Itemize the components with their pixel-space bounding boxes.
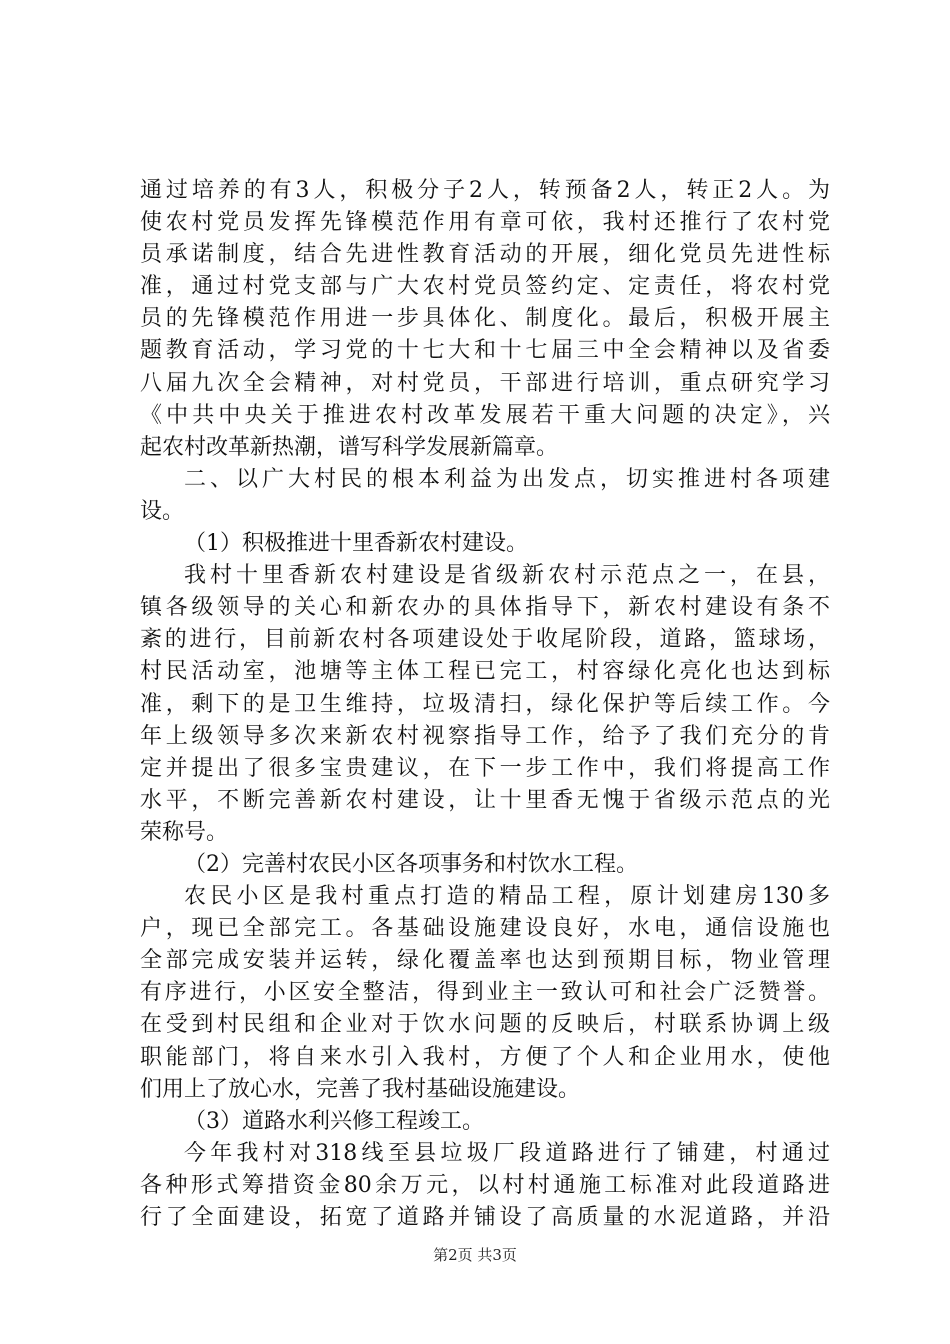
- text-line: 八届九次全会精神，对村党员，干部进行培训，重点研究学习: [140, 370, 830, 396]
- text-line: 定并提出了很多宝贵建议，在下一步工作中，我们将提高工作: [140, 755, 830, 781]
- text-line: 荣称号。: [140, 819, 229, 845]
- text-line: 准，剩下的是卫生维持，垃圾清扫，绿化保护等后续工作。今: [140, 691, 830, 717]
- text-line: 在受到村民组和企业对于饮水问题的反映后，村联系协调上级: [140, 1012, 830, 1038]
- text-line: 设。: [140, 498, 185, 524]
- text-line: 起农村改革新热潮，谱写科学发展新篇章。: [140, 434, 559, 460]
- text-line: 职能部门，将自来水引入我村，方便了个人和企业用水，使他: [140, 1044, 830, 1070]
- text-line: 行了全面建设，拓宽了道路并铺设了高质量的水泥道路，并沿: [140, 1205, 830, 1230]
- document-body: [140, 175, 830, 1234]
- text-line: 通过培养的有3人，积极分子2人，转预备2人，转正2人。为: [140, 178, 830, 203]
- text-line: 镇各级领导的关心和新农办的具体指导下，新农村建设有条不: [140, 595, 830, 621]
- text-line: 二、以广大村民的根本利益为出发点，切实推进村各项建: [184, 466, 830, 492]
- text-line: 题教育活动，学习党的十七大和十七届三中全会精神以及省委: [140, 338, 830, 364]
- text-line: 准，通过村党支部与广大农村党员签约定、定责任，将农村党: [140, 274, 830, 300]
- text-line: 村民活动室，池塘等主体工程已完工，村容绿化亮化也达到标: [140, 659, 830, 685]
- text-line: 我村十里香新农村建设是省级新农村示范点之一，在县，: [184, 563, 830, 589]
- text-line: 全部完成安装并运转，绿化覆盖率也达到预期目标，物业管理: [140, 948, 830, 974]
- text-line: 员承诺制度，结合先进性教育活动的开展，细化党员先进性标: [140, 242, 830, 268]
- text-line: 使农村党员发挥先锋模范作用有章可依，我村还推行了农村党: [140, 210, 830, 236]
- text-line: 有序进行，小区安全整洁，得到业主一致认可和社会广泛赞誉。: [140, 980, 830, 1006]
- text-line: 各种形式筹措资金80余万元，以村村通施工标准对此段道路进: [140, 1172, 830, 1198]
- text-line: 员的先锋模范作用进一步具体化、制度化。最后，积极开展主: [140, 306, 830, 332]
- text-line: 紊的进行，目前新农村各项建设处于收尾阶段，道路，篮球场，: [140, 627, 830, 653]
- text-line: 户，现已全部完工。各基础设施建设良好，水电，通信设施也: [140, 916, 830, 942]
- text-line: 们用上了放心水，完善了我村基础设施建设。: [140, 1076, 581, 1102]
- text-line: （1）积极推进十里香新农村建设。: [184, 531, 528, 557]
- text-line: 今年我村对318线至县垃圾厂段道路进行了铺建，村通过: [184, 1140, 830, 1166]
- text-line: 年上级领导多次来新农村视察指导工作，给予了我们充分的肯: [140, 723, 830, 749]
- text-line: （3）道路水利兴修工程竣工。: [184, 1108, 484, 1134]
- text-line: 水平，不断完善新农村建设，让十里香无愧于省级示范点的光: [140, 787, 830, 813]
- page-footer: 第2页 共3页: [433, 1246, 517, 1264]
- text-line: 农民小区是我村重点打造的精品工程，原计划建房130多: [184, 884, 830, 910]
- text-line: （2）完善村农民小区各项事务和村饮水工程。: [184, 851, 638, 877]
- text-line: 《中共中央关于推进农村改革发展若干重大问题的决定》，兴: [140, 402, 830, 428]
